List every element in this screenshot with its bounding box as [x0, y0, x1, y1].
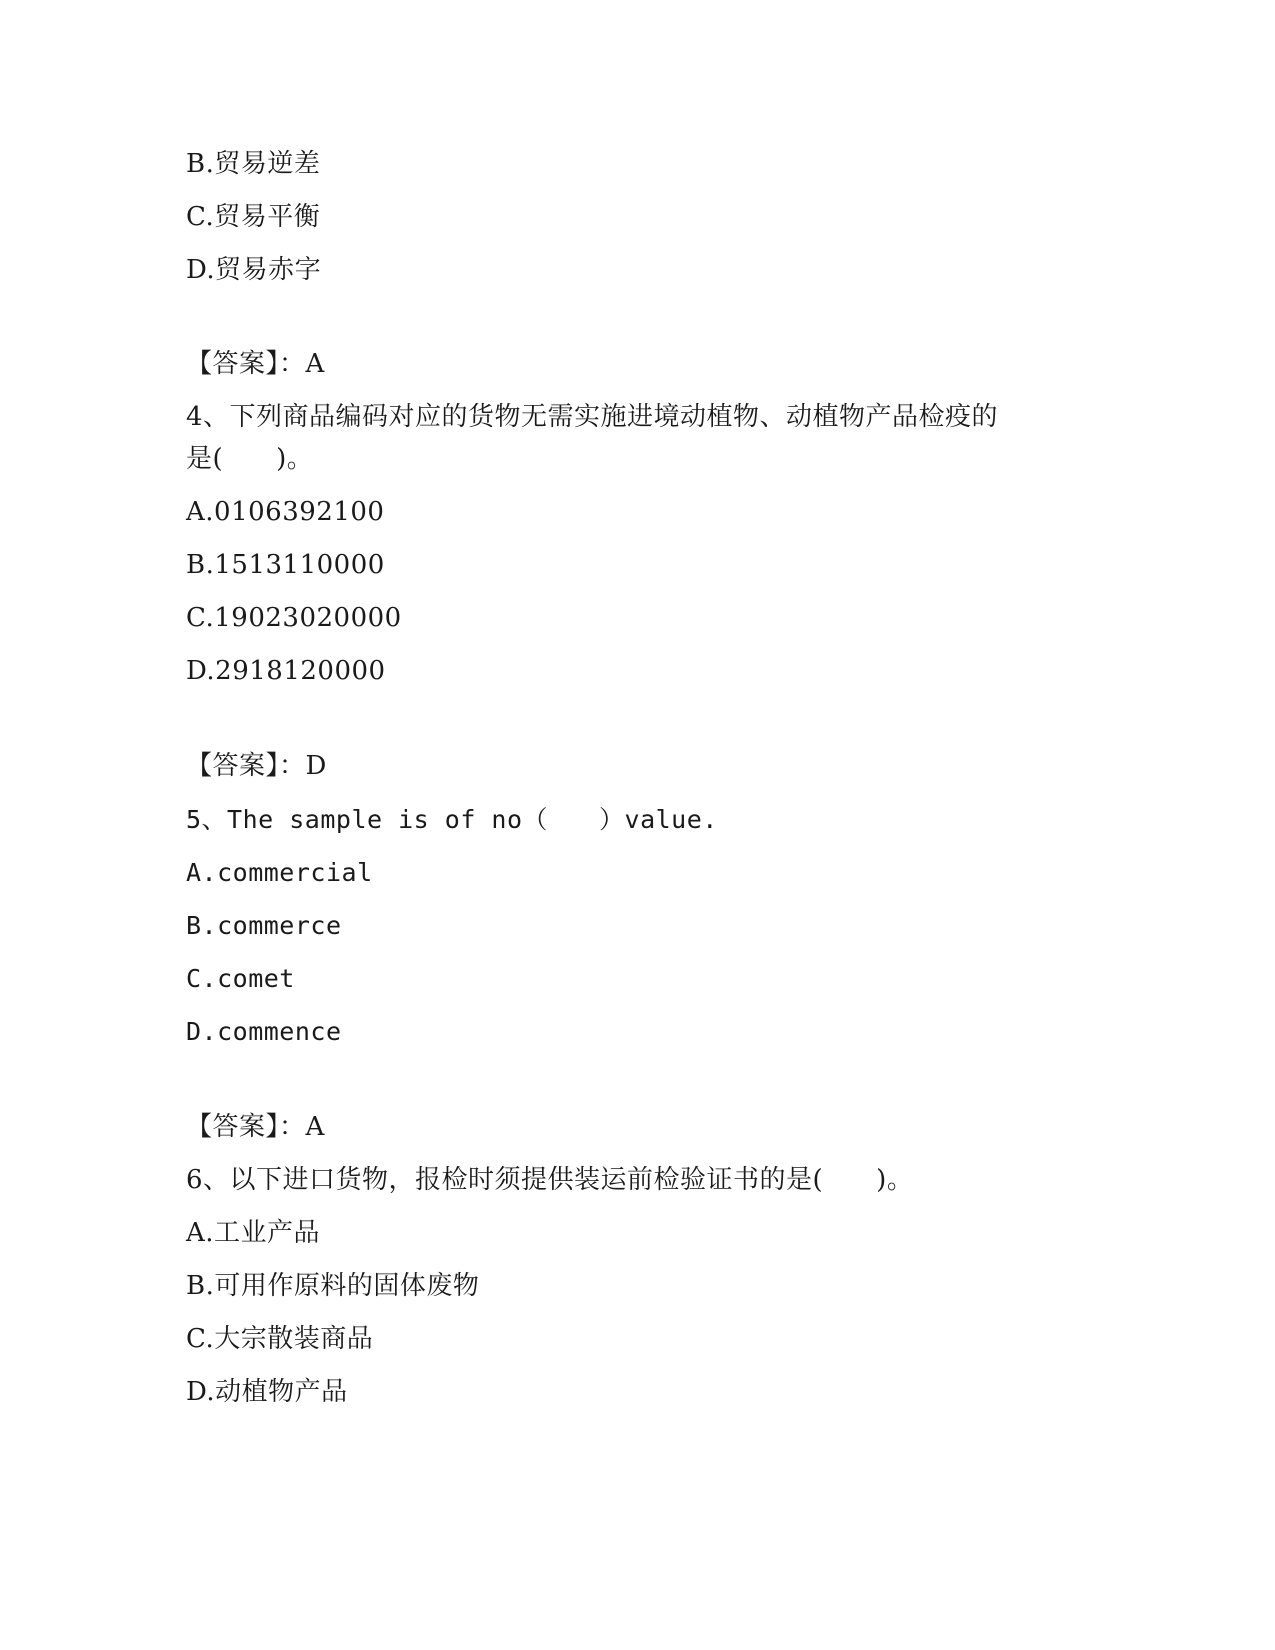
q6-stem: 6、以下进口货物，报检时须提供装运前检验证书的是( )。	[186, 1165, 914, 1195]
q3-answer: 【答案】：A	[186, 349, 325, 379]
q6-option-c: C.大宗散装商品	[186, 1324, 374, 1354]
q6-option-d: D.动植物产品	[186, 1377, 348, 1407]
q5-option-b: B.commerce	[186, 911, 342, 940]
q5-option-d: D.commence	[186, 1017, 342, 1046]
q3-option-d: D.贸易赤字	[186, 255, 322, 285]
q5-answer: 【答案】：A	[186, 1112, 325, 1142]
q4-option-a: A.0106392100	[186, 497, 385, 527]
q6-option-a: A.工业产品	[186, 1218, 321, 1248]
q3-option-b: B.贸易逆差	[186, 149, 321, 179]
q6-option-b: B.可用作原料的固体废物	[186, 1271, 480, 1301]
q4-stem-line2: 是( )。	[186, 444, 314, 474]
q4-option-d: D.2918120000	[186, 656, 386, 686]
q4-option-c: C.19023020000	[186, 603, 402, 633]
q3-option-c: C.贸易平衡	[186, 202, 321, 232]
q5-stem: 5、The sample is of no（ ）value.	[186, 805, 718, 834]
q4-answer: 【答案】：D	[186, 751, 327, 781]
q4-option-b: B.1513110000	[186, 550, 385, 580]
q5-option-c: C.comet	[186, 964, 295, 993]
q4-stem-line1: 4、下列商品编码对应的货物无需实施进境动植物、动植物产品检疫的	[186, 402, 999, 432]
q5-option-a: A.commercial	[186, 858, 373, 887]
